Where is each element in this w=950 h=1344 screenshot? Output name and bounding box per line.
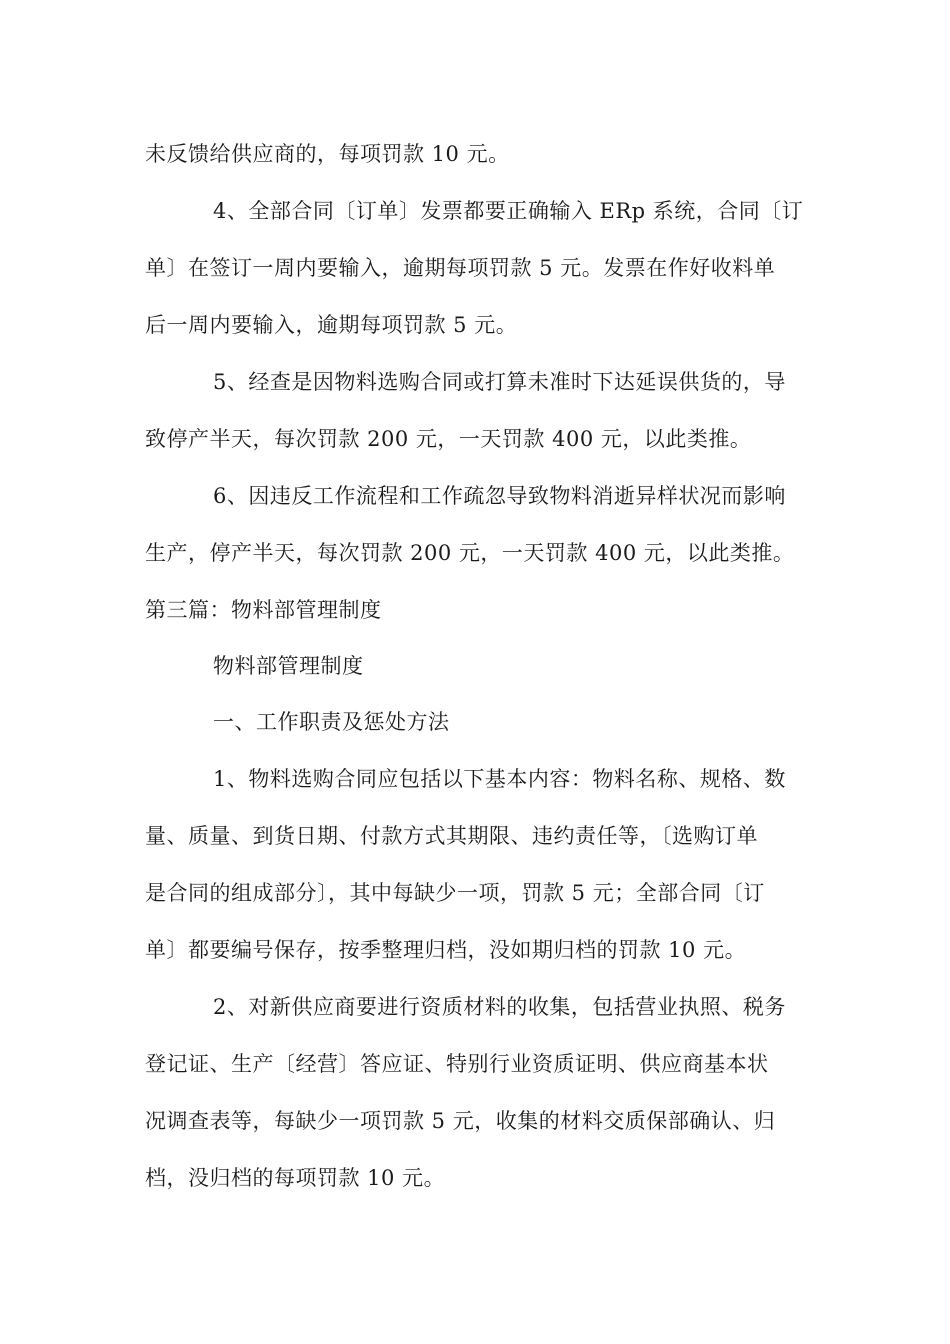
text-line: 是合同的组成部分〕，其中每缺少一项，罚款 5 元；全部合同〔订 xyxy=(145,881,765,905)
text-line: 单〕都要编号保存，按季整理归档，没如期归档的罚款 10 元。 xyxy=(145,938,747,962)
text-line: 登记证、生产〔经营〕答应证、特别行业资质证明、供应商基本状 xyxy=(145,1052,769,1076)
text-line: 量、质量、到货日期、付款方式其期限、违约责任等，〔选购订单 xyxy=(145,824,758,848)
chapter-heading: 第三篇：物料部管理制度 xyxy=(145,598,382,622)
text-line: 5、经查是因物料选购合同或打算未准时下达延误供货的，导 xyxy=(213,370,786,394)
text-line: 未反馈给供应商的，每项罚款 10 元。 xyxy=(145,142,510,166)
text-line: 6、因违反工作流程和工作疏忽导致物料消逝异样状况而影响 xyxy=(213,484,786,508)
text-line: 4、全部合同〔订单〕发票都要正确输入 ERp 系统，合同〔订 xyxy=(213,199,804,223)
text-line: 生产，停产半天，每次罚款 200 元，一天罚款 400 元，以此类推。 xyxy=(145,541,795,565)
document-body xyxy=(145,133,810,1214)
text-line: 后一周内要输入，逾期每项罚款 5 元。 xyxy=(145,313,518,337)
text-line: 单〕在签订一周内要输入，逾期每项罚款 5 元。发票在作好收料单 xyxy=(145,256,776,280)
text-line: 1、物料选购合同应包括以下基本内容：物料名称、规格、数 xyxy=(213,767,786,791)
section-heading: 一、工作职责及惩处方法 xyxy=(213,710,450,734)
text-line: 致停产半天，每次罚款 200 元，一天罚款 400 元，以此类推。 xyxy=(145,427,752,451)
text-line: 2、对新供应商要进行资质材料的收集，包括营业执照、税务 xyxy=(213,995,786,1019)
text-line: 档，没归档的每项罚款 10 元。 xyxy=(145,1166,446,1190)
document-title: 物料部管理制度 xyxy=(213,654,364,678)
text-line: 况调查表等，每缺少一项罚款 5 元，收集的材料交质保部确认、归 xyxy=(145,1109,776,1133)
